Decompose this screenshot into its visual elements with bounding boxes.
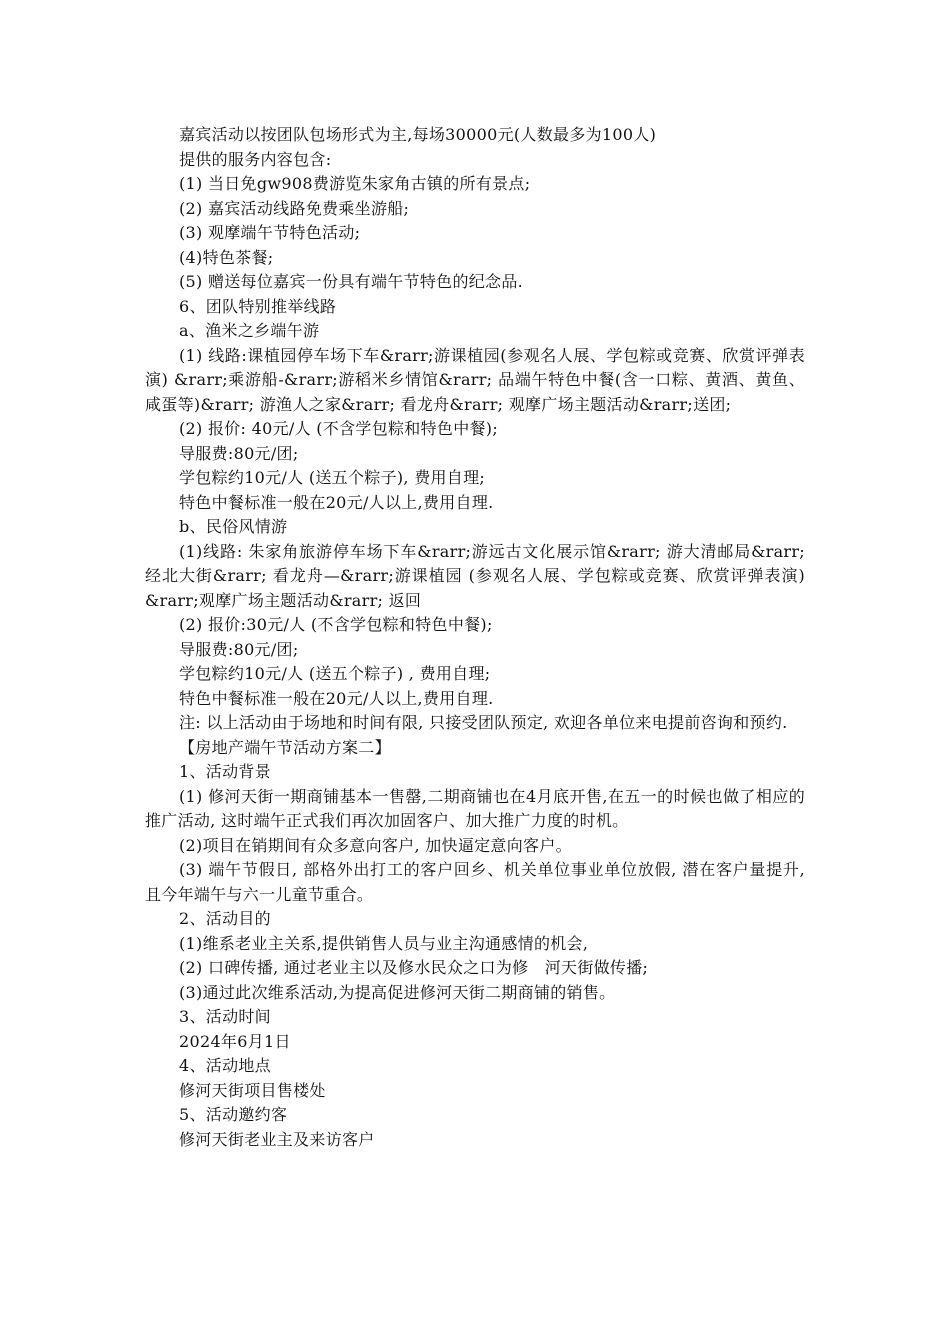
text-line: (1) 当日免gw908费游览朱家角古镇的所有景点; bbox=[179, 174, 531, 193]
plan-title: 【房地产端午节活动方案二】 bbox=[179, 737, 391, 757]
document-page bbox=[145, 123, 805, 1152]
text-line: 学包粽约10元/人 (送五个粽子), 费用自理; bbox=[179, 468, 486, 487]
text-line: 导服费:80元/团; bbox=[179, 443, 299, 463]
section-heading: 3、活动时间 bbox=[179, 1007, 271, 1026]
text-line: (1)维系老业主关系,提供销售人员与业主沟通感情的机会, bbox=[179, 933, 589, 953]
text-line: 修河天街项目售楼处 bbox=[179, 1080, 326, 1100]
text-line: (2) 嘉宾活动线路免费乘坐游船; bbox=[179, 198, 410, 218]
text-line: 特色中餐标准一般在20元/人以上,费用自理. bbox=[179, 688, 494, 708]
text-line: 特色中餐标准一般在20元/人以上,费用自理. bbox=[179, 492, 494, 512]
section-heading: 4、活动地点 bbox=[179, 1056, 271, 1075]
paragraph: (1)线路: 朱家角旅游停车场下车&rarr;游远古文化展示馆&rarr; 游大清邮局&rarr; 经北大街&rarr; 看龙舟—&rarr;游课植园 (参观名人展、学包粽或竞赛、欣赏评弹表演) &rarr;观摩广场主题活动&rarr; 返回 bbox=[145, 541, 805, 610]
note-paragraph: 注: 以上活动由于场地和时间有限, 只接受团队预定, 欢迎各单位来电提前咨询和预约. bbox=[179, 713, 788, 732]
text-line: (3) 观摩端午节特色活动; bbox=[179, 223, 361, 242]
text-line: 导服费:80元/团; bbox=[179, 639, 299, 659]
text-line: 学包粽约10元/人 (送五个粽子) , 费用自理; bbox=[179, 664, 491, 683]
text-line: 提供的服务内容包含: bbox=[179, 149, 332, 169]
section-heading: 1、活动背景 bbox=[179, 762, 271, 781]
text-line: (2) 报价: 40元/人 (不含学包粽和特色中餐); bbox=[179, 419, 499, 438]
section-heading: 6、团队特别推举线路 bbox=[179, 296, 337, 316]
section-heading: 5、活动邀约客 bbox=[179, 1105, 288, 1124]
text-line: 修河天街老业主及来访客户 bbox=[179, 1129, 375, 1149]
route-heading: b、民俗风情游 bbox=[179, 517, 288, 536]
text-line: (4)特色茶餐; bbox=[179, 247, 274, 267]
text-line: 2024年6月1日 bbox=[179, 1031, 291, 1051]
text-line: (2) 口碑传播, 通过老业主以及修水民众之口为修 河天街做传播; bbox=[179, 958, 649, 977]
paragraph: (1) 修河天街一期商铺基本一售罄,二期商铺也在4月底开售,在五一的时候也做了相应的推广活动, 这时端午正式我们再次加固客户、加大推广力度的时机。 bbox=[145, 786, 805, 830]
text-line: (3)通过此次维系活动,为提高促进修河天街二期商铺的销售。 bbox=[179, 982, 616, 1002]
text-line: 嘉宾活动以按团队包场形式为主,每场30000元(人数最多为100人) bbox=[179, 125, 657, 144]
section-heading: 2、活动目的 bbox=[179, 909, 271, 928]
text-line: (2)项目在销期间有众多意向客户, 加快逼定意向客户。 bbox=[179, 835, 572, 855]
text-line: (2) 报价:30元/人 (不含学包粽和特色中餐); bbox=[179, 615, 493, 634]
text-line: (5) 赠送每位嘉宾一份具有端午节特色的纪念品. bbox=[179, 272, 524, 291]
route-heading: a、渔米之乡端午游 bbox=[179, 321, 320, 340]
paragraph: (3) 端午节假日, 部格外出打工的客户回乡、机关单位事业单位放假, 潜在客户量提升, 且今年端午与六一儿童节重合。 bbox=[145, 860, 805, 904]
paragraph: (1) 线路:课植园停车场下车&rarr;游课植园(参观名人展、学包粽或竞赛、欣赏评弹表演) &rarr;乘游船-&rarr;游稻米乡情馆&rarr; 品端午特色中餐(含一口粽、黄酒、黄鱼、咸蛋等)&rarr; 游渔人之家&rarr; 看龙舟&rarr; 观摩广场主题活动&rarr;送团; bbox=[145, 345, 805, 414]
